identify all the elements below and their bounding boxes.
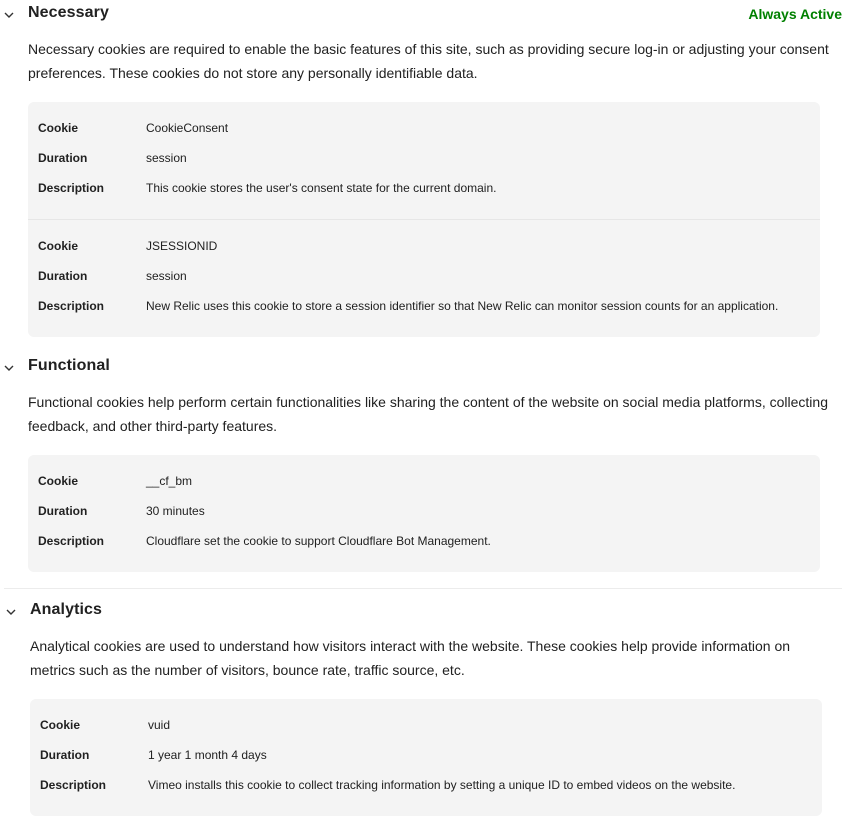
cookie-duration: 1 year 1 month 4 days (148, 748, 267, 762)
cookie-name: __cf_bm (146, 474, 193, 488)
cookie-duration-row (28, 266, 820, 286)
duration-label: Duration (38, 504, 88, 518)
cookie-name-row (28, 236, 820, 256)
cookie-name: JSESSIONID (146, 239, 218, 253)
cookie-description: This cookie stores the user's consent state for the current domain. (146, 181, 497, 195)
cookie-name-row (30, 715, 822, 735)
cookie-label: Cookie (38, 239, 79, 253)
cookie-duration: 30 minutes (146, 504, 205, 518)
duration-label: Duration (40, 748, 90, 762)
category-title: Necessary (28, 4, 109, 21)
cookie-entry (28, 102, 820, 219)
cookie-duration-row (28, 148, 820, 168)
category-header-analytics[interactable] (2, 597, 846, 627)
duration-label: Duration (38, 151, 88, 165)
category-description: Necessary cookies are required to enable the basic features of this site, such as providing secure log-in or adjusting your consent preferences. These cookies do not store any personally identifiable data. (28, 41, 829, 81)
cookie-duration-row (30, 745, 822, 765)
cookie-table (28, 455, 820, 572)
cookie-entry (28, 219, 820, 337)
chevron-down-icon[interactable] (3, 362, 15, 374)
cookie-description-row (28, 296, 820, 316)
cookie-description: New Relic uses this cookie to store a session identifier so that New Relic can monitor session counts for an application. (146, 299, 779, 313)
cookie-duration: session (146, 151, 187, 165)
cookie-name: CookieConsent (146, 121, 229, 135)
category-description: Functional cookies help perform certain functionalities like sharing the content of the website on social media platforms, collecting feedback, and other third-party features. (28, 394, 828, 434)
cookie-description: Vimeo installs this cookie to collect tracking information by setting a unique ID to embed videos on the website. (148, 778, 736, 792)
cookie-description-row (28, 178, 820, 198)
description-label: Description (38, 534, 105, 548)
section-divider (4, 588, 842, 589)
description-label: Description (38, 299, 105, 313)
cookie-entry (28, 455, 820, 572)
cookie-label: Cookie (38, 121, 79, 135)
cookie-name-row (28, 471, 820, 491)
cookie-label: Cookie (40, 718, 81, 732)
category-title: Functional (28, 357, 110, 374)
cookie-description: Cloudflare set the cookie to support Cloudflare Bot Management. (146, 534, 491, 548)
cookie-name: vuid (148, 718, 171, 732)
description-label: Description (38, 181, 105, 195)
category-title: Analytics (30, 601, 103, 618)
cookie-duration-row (28, 501, 820, 521)
category-header-functional[interactable] (0, 353, 846, 383)
category-description: Analytical cookies are used to understand how visitors interact with the website. These cookies help provide information on metrics such as the number of visitors, bounce rate, traffic source, etc. (30, 638, 791, 678)
cookie-table (28, 102, 820, 337)
always-active-status: Always Active (748, 6, 842, 22)
cookie-description-row (28, 531, 820, 551)
cookie-entry (30, 699, 822, 816)
cookie-name-row (28, 118, 820, 138)
cookie-duration: session (146, 269, 187, 283)
duration-label: Duration (38, 269, 88, 283)
cookie-label: Cookie (38, 474, 79, 488)
category-header-necessary[interactable] (0, 0, 846, 30)
chevron-down-icon[interactable] (5, 606, 17, 618)
cookie-description-row (30, 775, 822, 795)
cookie-table (30, 699, 822, 816)
description-label: Description (40, 778, 107, 792)
chevron-down-icon[interactable] (3, 9, 15, 21)
